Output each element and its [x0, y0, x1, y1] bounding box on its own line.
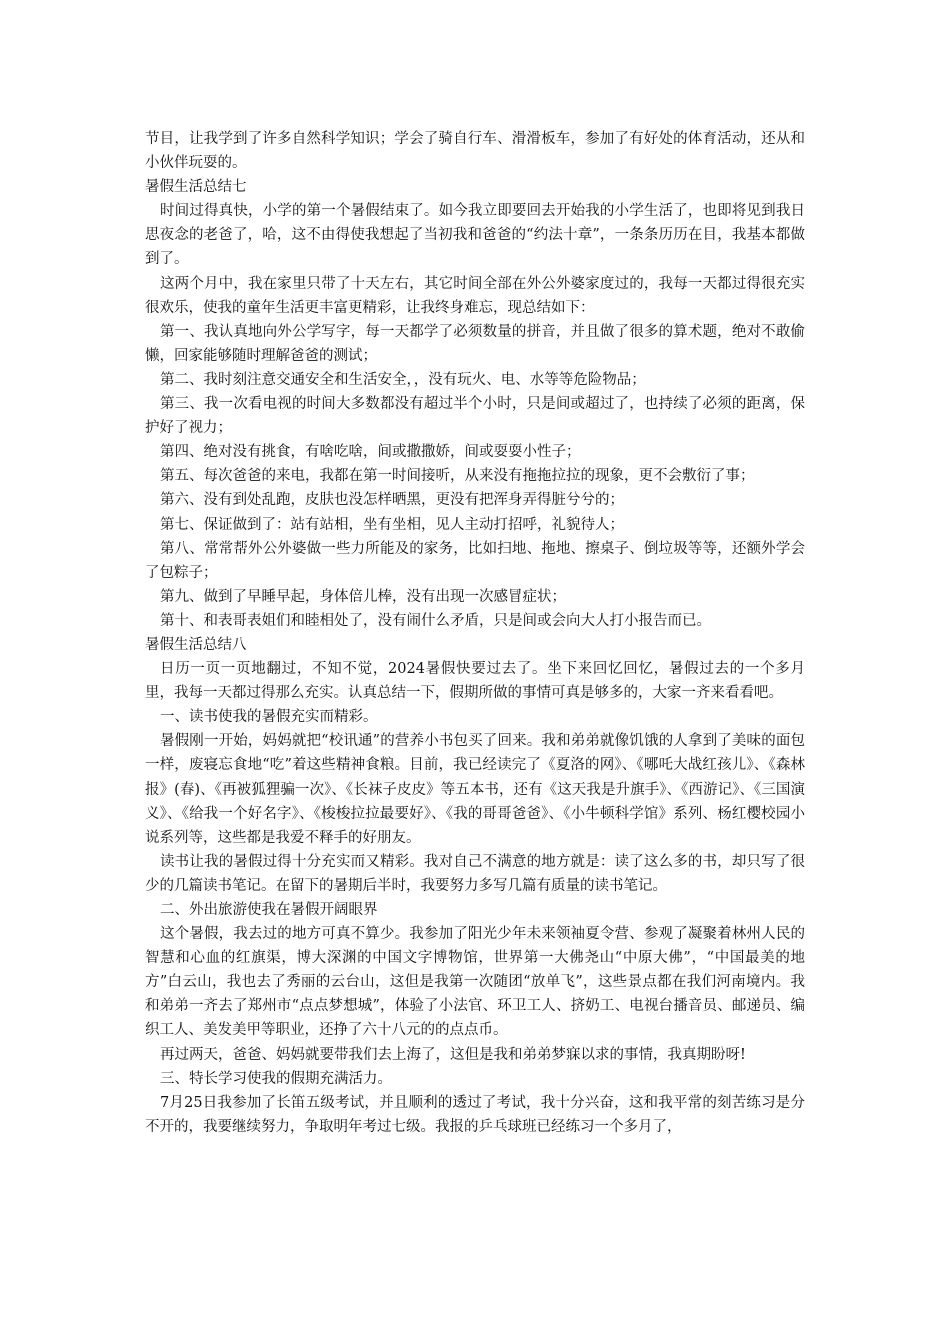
paragraph: 读书让我的暑假过得十分充实而又精彩。我对自己不满意的地方就是：读了这么多的书，却只写了很少的几篇读书笔记。在留下的暑期后半时，我要努力多写几篇有质量的读书笔记。	[145, 853, 805, 894]
paragraph: 二、外出旅游使我在暑假开阔眼界	[160, 902, 378, 918]
paragraph: 第二、我时刻注意交通安全和生活安全，，没有玩火、电、水等等危险物品；	[160, 371, 646, 388]
paragraph: 第九、做到了早睡早起，身体倍儿棒，没有出现一次感冒症状；	[160, 588, 566, 605]
paragraph: 三、特长学习使我的假期充满活力。	[160, 1070, 392, 1087]
document-body	[145, 127, 805, 1139]
paragraph: 7月25日我参加了长笛五级考试，并且顺利的透过了考试，我十分兴奋，这和我平常的刻苦练习是分不开的，我要继续努力，争取明年考过七级。我报的乒乓球班已经练习一个多月了，	[145, 1094, 805, 1135]
paragraph: 第四、绝对没有挑食，有啥吃啥，间或撒撒娇，间或耍耍小性子；	[160, 444, 581, 461]
paragraph: 第三、我一次看电视的时间大多数都没有超过半个小时，只是间或超过了，也持续了必须的距离，保护好了视力；	[145, 396, 805, 437]
paragraph: 第八、常常帮外公外婆做一些力所能及的家务，比如扫地、拖地、擦桌子、倒垃圾等等，还额外学会了包粽子；	[145, 540, 805, 581]
paragraph: 再过两天，爸爸、妈妈就要带我们去上海了，这但是我和弟弟梦寐以求的事情，我真期盼呀!	[160, 1046, 746, 1063]
paragraph: 第十、和表哥表姐们和睦相处了，没有闹什么矛盾，只是间或会向大人打小报告而已。	[160, 612, 711, 629]
paragraph: 一、读书使我的暑假充实而精彩。	[160, 709, 378, 726]
paragraph: 这两个月中，我在家里只带了十天左右，其它时间全部在外公外婆家度过的，我每一天都过得很充实很欢乐，使我的童年生活更丰富更精彩，让我终身难忘，现总结如下：	[145, 275, 805, 316]
paragraph: 第五、每次爸爸的来电，我都在第一时间接听，从来没有拖拖拉拉的现象，更不会敷衍了事；	[160, 468, 755, 485]
paragraph: 第一、我认真地向外公学写字，每一天都学了必须数量的拼音，并且做了很多的算术题，绝对不敢偷懒，回家能够随时理解爸爸的测试；	[145, 323, 805, 364]
paragraph: 暑假刚一开始，妈妈就把“校讯通”的营养小书包买了回来。我和弟弟就像饥饿的人拿到了美味的面包一样，废寝忘食地“吃”着这些精神食粮。目前，我已经读完了《夏洛的网》、《哪吒大战红孩儿》、《森林报》(春)、《再被狐狸骗一次》、《长袜子皮皮》等五本书，还有《这天我是升旗手》、《西游记》、《三国演义》、《给我一个好名字》、《梭梭拉拉最要好》、《我的哥哥爸爸》、《小牛顿科学馆》系列、杨红樱校园小说系列等，这些都是我爱不释手的好朋友。	[145, 733, 805, 846]
section-heading: 暑假生活总结七	[145, 179, 247, 196]
section-heading: 暑假生活总结八	[145, 636, 247, 653]
paragraph: 节目，让我学到了许多自然科学知识；学会了骑自行车、滑滑板车，参加了有好处的体育活动，还从和小伙伴玩耍的。	[145, 131, 805, 172]
paragraph: 第六、没有到处乱跑，皮肤也没怎样晒黑，更没有把浑身弄得脏兮兮的；	[160, 492, 624, 509]
paragraph: 第七、保证做到了：站有站相，坐有坐相，见人主动打招呼，礼貌待人；	[160, 516, 624, 533]
paragraph: 时间过得真快，小学的第一个暑假结束了。如今我立即要回去开始我的小学生活了，也即将见到我日思夜念的老爸了，哈，这不由得使我想起了当初我和爸爸的“约法十章”，一条条历历在目，我基本都做到了。	[145, 203, 805, 268]
paragraph: 这个暑假，我去过的地方可真不算少。我参加了阳光少年未来领袖夏令营、参观了凝聚着林州人民的智慧和心血的红旗渠，博大深渊的中国文字博物馆，世界第一大佛尧山“中原大佛”，“中国最美的地方”白云山，我也去了秀丽的云台山，这但是我第一次随团“放单飞”，这些景点都在我们河南境内。我和弟弟一齐去了郑州市“点点梦想城”，体验了小法官、环卫工人、挤奶工、电视台播音员、邮递员、编织工人、美发美甲等职业，还挣了六十八元的的点点币。	[145, 926, 805, 1039]
paragraph: 日历一页一页地翻过，不知不觉，2024暑假快要过去了。坐下来回忆回忆，暑假过去的一个多月里，我每一天都过得那么充实。认真总结一下，假期所做的事情可真是够多的，大家一齐来看看吧。	[145, 661, 805, 702]
